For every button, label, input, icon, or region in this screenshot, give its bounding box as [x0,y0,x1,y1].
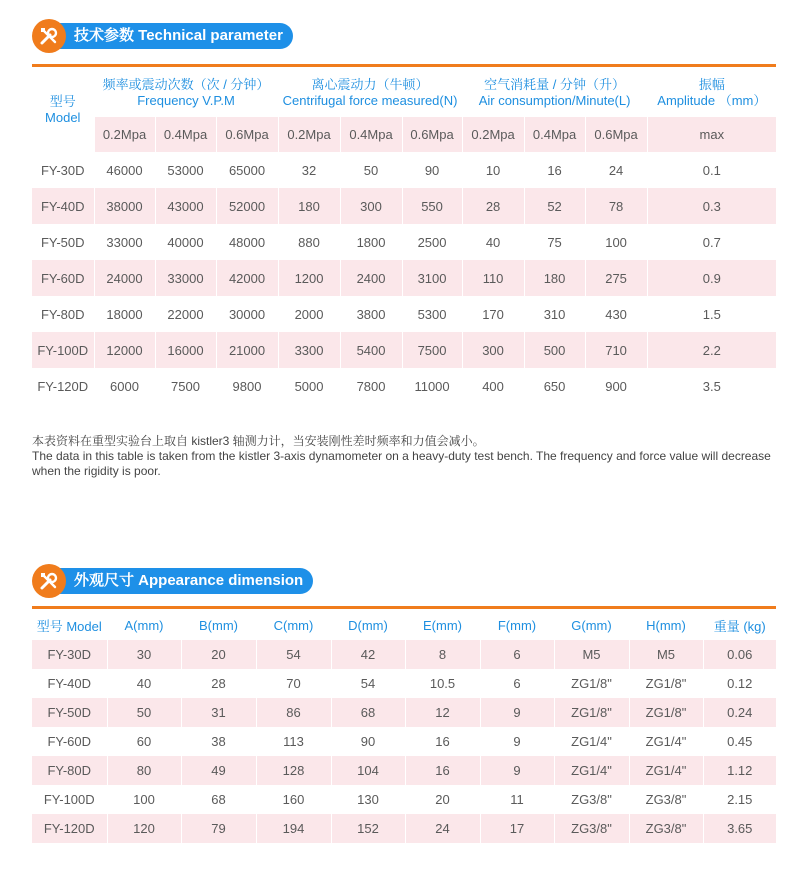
table-cell: 2400 [340,260,402,296]
table-cell: 900 [585,368,647,404]
table-cell: 54 [331,669,405,698]
model-cell: FY-60D [32,260,94,296]
pressure-label: 0.6Mpa [216,117,278,152]
wrench-screwdriver-icon [32,564,66,598]
table-cell: 42000 [216,260,278,296]
column-header-frequency [94,68,278,117]
table-cell: 11000 [402,368,462,404]
table-cell: 0.7 [702,234,721,250]
pressure-label: 0.2Mpa [462,117,524,152]
table-cell: 2000 [278,296,340,332]
model-cell: FY-50D [32,224,94,260]
table-cell: 70 [256,669,331,698]
table-row [32,785,776,814]
model-cell: FY-120D [32,368,94,404]
table-cell: ZG3/8" [554,785,629,814]
table-cell: 78 [585,188,647,224]
table-cell: 42 [331,640,405,669]
header-frequency-zh: 频率或震动次数（次 / 分钟） [102,76,270,92]
table-cell: 68 [181,785,256,814]
table-cell: 46000 [94,152,155,188]
table-cell: 113 [256,727,331,756]
header-frequency-en: Frequency V.P.M [137,92,235,108]
table-cell: 8 [405,640,480,669]
table-cell: 10 [462,152,524,188]
table-cell: 160 [256,785,331,814]
table-row [32,756,776,785]
header-model-zh: 型号 [49,94,76,109]
table-cell: 20 [181,640,256,669]
table-cell: 5000 [278,368,340,404]
table-cell: 21000 [216,332,278,368]
table-cell: 65000 [216,152,278,188]
model-cell: FY-30D [32,152,94,188]
table-cell: 180 [524,260,585,296]
header-force-zh: 离心震动力（牛顿） [311,76,429,92]
table-cell: 275 [585,260,647,296]
model-cell: FY-30D [32,640,107,669]
wrench-screwdriver-icon [32,19,66,53]
table-row [32,698,776,727]
table-cell: 0.1 [702,162,721,178]
table-cell: 52 [524,188,585,224]
table-cell: 40 [462,224,524,260]
table-cell: 500 [524,332,585,368]
table-cell: 24000 [94,260,155,296]
table-cell: 17 [480,814,554,843]
table-cell: 86 [256,698,331,727]
column-header: A(mm) [107,610,181,640]
table-cell: 7500 [155,368,216,404]
divider [32,606,776,609]
table-row [32,296,776,332]
table-cell: 1200 [278,260,340,296]
header-amplitude-en: Amplitude （mm） [657,92,767,108]
column-header: B(mm) [181,610,256,640]
table-cell: 0.24 [703,698,776,727]
model-cell: FY-100D [32,785,107,814]
table-row [32,727,776,756]
appearance-dimension-table [32,610,776,843]
table-cell: 880 [278,224,340,260]
table-cell: 38 [181,727,256,756]
model-cell: FY-60D [32,727,107,756]
column-header-amplitude [647,68,776,117]
table-cell: 170 [462,296,524,332]
table-cell: 9800 [216,368,278,404]
table-cell: 0.06 [703,640,776,669]
column-header: F(mm) [480,610,554,640]
header-air-en: Air consumption/Minute(L) [478,92,631,108]
table-cell: 40 [107,669,181,698]
table-cell: 1800 [340,224,402,260]
table-cell: 90 [331,727,405,756]
table-cell: 110 [462,260,524,296]
table-row [32,640,776,669]
table-cell: 16000 [155,332,216,368]
table-cell: ZG3/8" [629,785,703,814]
table-cell: 20 [405,785,480,814]
divider [32,64,776,67]
table-cell: 550 [402,188,462,224]
table-cell: 79 [181,814,256,843]
pressure-label: 0.6Mpa [402,117,462,152]
table-cell: 7500 [402,332,462,368]
table-cell: 0.12 [727,676,753,691]
table-cell: 300 [462,332,524,368]
table-cell: ZG1/4" [554,756,629,785]
table-cell: 300 [340,188,402,224]
table-cell: 9 [480,727,554,756]
table-cell: ZG1/8" [629,698,703,727]
table-cell: 194 [256,814,331,843]
column-header: G(mm) [554,610,629,640]
table-cell: 30000 [216,296,278,332]
model-cell: FY-120D [32,814,107,843]
table-row [32,260,776,296]
pressure-label: 0.2Mpa [278,117,340,152]
table-cell: 75 [524,224,585,260]
column-header: H(mm) [629,610,703,640]
table-cell: 1.5 [702,306,721,322]
column-header: C(mm) [256,610,331,640]
table-cell: 16 [405,756,480,785]
note-zh: 本表资料在重型实验台上取自 kistler3 轴测力计，当安装刚性差时频率和力值会减小。 [32,434,485,448]
table-cell: 5300 [402,296,462,332]
section-header-technical [32,19,293,53]
model-cell: FY-40D [32,188,94,224]
amplitude-max-label: max [647,117,776,152]
table-cell: 16 [405,727,480,756]
model-cell: FY-80D [32,296,94,332]
section-title: 技术参数 Technical parameter [56,23,293,49]
table-cell: 68 [331,698,405,727]
table-cell: 9 [480,756,554,785]
table-cell: 0.45 [727,734,753,749]
table-cell: 43000 [155,188,216,224]
table-cell: 400 [462,368,524,404]
table-cell: 28 [181,669,256,698]
technical-parameter-table [32,68,776,404]
column-header-model [32,68,94,152]
table-cell: 16 [524,152,585,188]
table-cell: 310 [524,296,585,332]
table-cell: 0.3 [647,188,776,224]
table-row [32,152,776,188]
table-cell: ZG3/8" [554,814,629,843]
table-cell: 3300 [278,332,340,368]
pressure-label: 0.6Mpa [585,117,647,152]
table-row [32,332,776,368]
column-header: 型号 Model [32,610,107,640]
table-cell: 60 [107,727,181,756]
table-cell: 24 [585,152,647,188]
table-cell: 40000 [155,224,216,260]
table-cell: 650 [524,368,585,404]
data-source-note [32,434,772,479]
table-cell: 28 [462,188,524,224]
table-cell: ZG1/4" [629,756,703,785]
table-cell: 2.2 [647,332,776,368]
header-amplitude-zh: 振幅 [698,76,725,92]
table-cell: 10.5 [405,669,480,698]
table-cell: 50 [340,152,402,188]
table-cell: 180 [278,188,340,224]
table-cell: M5 [629,640,703,669]
table-cell: 24 [405,814,480,843]
header-air-zh: 空气消耗量 / 分钟（升） [484,76,625,92]
column-header: E(mm) [405,610,480,640]
table-cell: 6 [480,640,554,669]
table-cell: 6 [480,669,554,698]
model-cell: FY-50D [32,698,107,727]
table-cell: 32 [278,152,340,188]
table-cell: 130 [331,785,405,814]
table-cell: 100 [585,224,647,260]
table-row [32,814,776,843]
header-model-en: Model [45,110,81,125]
column-header: 重量 (kg) [703,610,776,640]
table-cell: 7800 [340,368,402,404]
table-cell: 6000 [94,368,155,404]
pressure-label: 0.4Mpa [524,117,585,152]
table-cell: ZG3/8" [629,814,703,843]
table-cell: 104 [331,756,405,785]
table-cell: 18000 [94,296,155,332]
table-cell: 152 [331,814,405,843]
table-row [32,368,776,404]
column-header-force [278,68,462,117]
table-row [32,188,776,224]
table-cell: 12000 [94,332,155,368]
table-row [32,669,776,698]
table-cell: 52000 [216,188,278,224]
table-cell: 3800 [340,296,402,332]
model-cell: FY-80D [32,756,107,785]
table-cell: 38000 [94,188,155,224]
model-cell: FY-100D [32,332,94,368]
column-header-air [462,68,647,117]
pressure-label: 0.2Mpa [94,117,155,152]
column-header: D(mm) [331,610,405,640]
table-cell: ZG1/8" [629,669,703,698]
table-cell: 33000 [94,224,155,260]
table-cell: 3.5 [702,378,721,394]
table-cell: 80 [107,756,181,785]
model-cell: FY-40D [32,669,107,698]
table-cell: 48000 [216,224,278,260]
table-cell: ZG1/4" [554,727,629,756]
table-cell: 33000 [155,260,216,296]
table-cell: M5 [554,640,629,669]
table-cell: ZG1/4" [629,727,703,756]
table-cell: 11 [480,785,554,814]
table-cell: 100 [107,785,181,814]
table-cell: 31 [181,698,256,727]
table-cell: 430 [585,296,647,332]
table-cell: 54 [256,640,331,669]
header-force-en: Centrifugal force measured(N) [282,92,458,108]
table-cell: ZG1/8" [554,669,629,698]
pressure-label: 0.4Mpa [340,117,402,152]
table-cell: 2.15 [727,792,753,807]
table-cell: 30 [107,640,181,669]
table-cell: 53000 [155,152,216,188]
section-title: 外观尺寸 Appearance dimension [56,568,313,594]
table-cell: 12 [405,698,480,727]
table-cell: ZG1/8" [554,698,629,727]
table-cell: 128 [256,756,331,785]
table-cell: 0.9 [647,260,776,296]
note-en: The data in this table is taken from the kistler 3-axis dynamometer on a heavy-duty test bench. The frequency and force value will decrease when the rigidity is poor. [32,449,771,478]
table-cell: 22000 [155,296,216,332]
table-cell: 120 [107,814,181,843]
table-cell: 3.65 [703,814,776,843]
table-cell: 5400 [340,332,402,368]
table-cell: 2500 [402,224,462,260]
table-cell: 90 [402,152,462,188]
table-cell: 710 [585,332,647,368]
pressure-label: 0.4Mpa [155,117,216,152]
table-cell: 9 [480,698,554,727]
section-header-appearance [32,564,313,598]
table-cell: 49 [181,756,256,785]
table-row [32,224,776,260]
table-cell: 3100 [402,260,462,296]
table-cell: 1.12 [703,756,776,785]
table-cell: 50 [107,698,181,727]
